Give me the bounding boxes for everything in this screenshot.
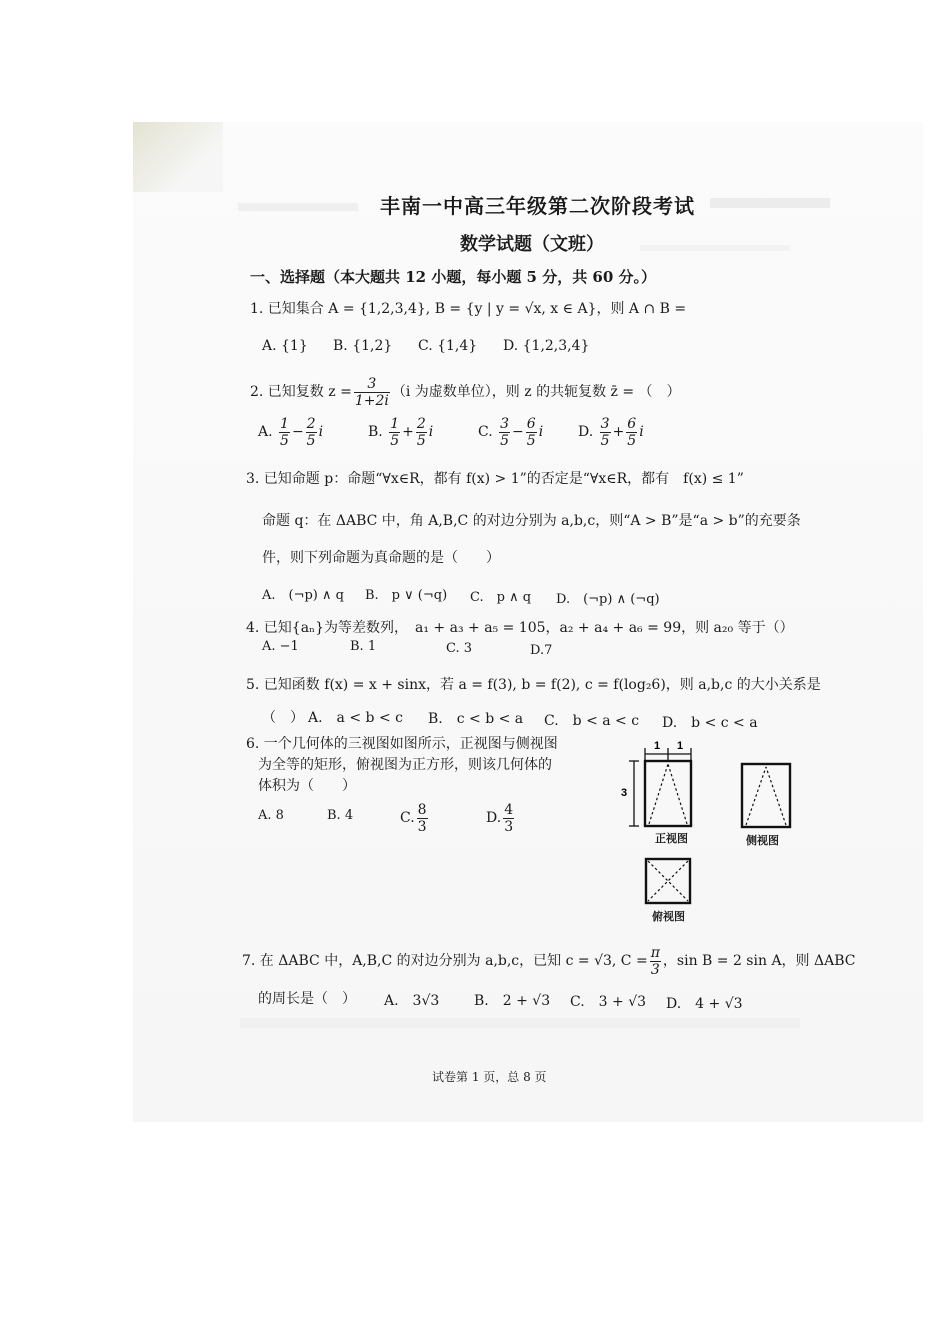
side-view-rect (742, 764, 790, 827)
question-5-stem: 5. 已知函数 f(x) = x + sinx，若 a = f(3), b = f(2), c = f(log₂6)，则 a,b,c 的大小关系是 (246, 677, 821, 693)
num: 8 (417, 801, 427, 818)
num: 3 (500, 415, 510, 432)
bleed-through-smudge (238, 203, 358, 211)
q7-option-a: A. 3√3 (384, 993, 440, 1009)
q3-option-d: D. (¬p) ∧ (¬q) (556, 592, 660, 607)
dimension-top-left: 1 (654, 740, 661, 752)
num: 4 (504, 801, 514, 818)
paper-corner-shadow (133, 122, 223, 192)
q6-option-d (486, 798, 516, 838)
imag-unit: i (318, 424, 324, 440)
question-6-line-1: 6. 一个几何体的三视图如图所示，正视图与侧视图 (246, 736, 558, 752)
page-footer: 试卷第 1 页，总 8 页 (432, 1070, 547, 1084)
operator: + (402, 424, 414, 440)
q6-d-frac (503, 802, 514, 835)
den: 5 (600, 432, 610, 449)
q6-option-c (400, 798, 430, 838)
bleed-through-smudge (640, 245, 790, 251)
q2-a-frac1 (279, 416, 290, 449)
q5-option-d: D. b < c < a (662, 715, 758, 731)
bleed-through-smudge (240, 1018, 800, 1028)
side-view-label: 侧视图 (746, 834, 779, 847)
q2-b-frac2 (416, 416, 427, 449)
question-4-stem: 4. 已知{aₙ}为等差数列， a₁ + a₃ + a₅ = 105，a₂ + a₄ + a₆ = 99，则 a₂₀ 等于（） (246, 620, 794, 636)
num: 2 (306, 415, 316, 432)
question-6-line-2: 为全等的矩形，俯视图为正方形，则该几何体的 (258, 757, 552, 773)
q2-b-frac1 (389, 416, 400, 449)
q2-frac-num: 3 (354, 376, 390, 393)
q2-frac-den: 1+2i (354, 392, 389, 409)
bleed-through-smudge (710, 198, 830, 208)
three-view-figure (618, 738, 808, 926)
question-1-stem: 1. 已知集合 A = {1,2,3,4}, B = {y | y = √x, x ∈ A}，则 A ∩ B = (250, 301, 687, 317)
question-7-line-2: 的周长是（ ） (258, 991, 356, 1007)
q2-a-label: A. (258, 424, 273, 440)
q2-option-c (478, 412, 543, 452)
operator: − (291, 424, 304, 440)
exam-subtitle: 数学试题（文班） (460, 234, 604, 255)
question-3-line-1: 3. 已知命题 p：命题“∀x∈R，都有 f(x) > 1”的否定是“∀x∈R，都有 f(x) ≤ 1” (246, 471, 744, 487)
dimension-top-right: 1 (677, 740, 684, 752)
q6-option-b: B. 4 (327, 808, 354, 823)
den: 3 (417, 818, 427, 835)
den: 5 (390, 432, 400, 449)
q3-option-c: C. p ∧ q (470, 590, 532, 605)
den: 5 (416, 432, 426, 449)
q7-option-d: D. 4 + √3 (666, 996, 743, 1012)
question-2-stem (250, 370, 681, 414)
top-view-label: 俯视图 (652, 910, 685, 923)
q2-b-label: B. (368, 424, 383, 440)
dimension-height: 3 (621, 787, 628, 799)
front-view-hidden-edge-right (668, 764, 687, 824)
q5-paren: （ ） (262, 710, 304, 726)
section-heading: 一、选择题（本大题共 12 小题，每小题 5 分，共 60 分。） (250, 268, 657, 286)
q6-d-label: D. (486, 810, 502, 826)
side-view-hidden-edge-right (766, 767, 786, 825)
q6-c-label: C. (400, 810, 415, 826)
front-view-rect (645, 761, 691, 826)
q2-stem-pre: 2. 已知复数 z = (250, 384, 352, 400)
q5-option-a: A. a < b < c (308, 710, 403, 726)
q7-frac-num: π (650, 944, 660, 961)
question-7-stem (242, 940, 855, 982)
side-view-hidden-edge-left (746, 767, 766, 825)
exam-title: 丰南一中高三年级第二次阶段考试 (380, 194, 695, 218)
q2-c-frac1 (499, 416, 510, 449)
den: 5 (280, 432, 289, 449)
q7-stem-post: ，sin B = 2 sin A，则 ΔABC (662, 953, 856, 969)
q2-d-frac1 (600, 416, 611, 449)
num: 1 (280, 415, 289, 432)
q4-option-a: A. −1 (262, 639, 299, 654)
num: 6 (627, 415, 637, 432)
imag-unit: i (428, 424, 434, 440)
operator: − (512, 424, 524, 440)
den: 5 (306, 432, 316, 449)
imag-unit: i (538, 424, 544, 440)
q6-option-a: A. 8 (258, 808, 284, 823)
q2-c-frac2 (526, 416, 537, 449)
num: 1 (390, 415, 400, 432)
q2-fraction (354, 376, 390, 409)
q7-option-c: C. 3 + √3 (570, 994, 647, 1010)
operator: + (612, 424, 625, 440)
q5-option-b: B. c < b < a (428, 711, 524, 727)
q4-option-b: B. 1 (350, 639, 377, 654)
num: 2 (416, 415, 426, 432)
q1-option-c: C. {1,4} (418, 338, 478, 354)
den: 5 (627, 432, 637, 449)
q2-option-a (258, 412, 323, 452)
den: 5 (500, 432, 510, 449)
q2-d-label: D. (578, 424, 594, 440)
num: 3 (600, 415, 610, 432)
q7-option-b: B. 2 + √3 (474, 993, 551, 1009)
q5-option-c: C. b < a < c (544, 713, 640, 729)
q6-c-frac (417, 802, 428, 835)
imag-unit: i (639, 424, 644, 440)
q1-option-b: B. {1,2} (333, 338, 393, 354)
den: 5 (526, 432, 536, 449)
q4-option-d: D.7 (530, 643, 553, 658)
front-view-label: 正视图 (655, 832, 688, 845)
q2-stem-post: （i 为虚数单位），则 z 的共轭复数 z̄ = （ ） (391, 384, 681, 400)
q7-stem-pre: 7. 在 ΔABC 中，A,B,C 的对边分别为 a,b,c，已知 c = √3, C = (242, 953, 648, 969)
q2-option-d (578, 412, 644, 452)
question-6-line-3: 体积为（ ） (258, 778, 356, 794)
top-view-diagonal-2 (648, 861, 688, 901)
den: 3 (504, 818, 514, 835)
q1-option-a: A. {1} (262, 338, 308, 354)
q3-option-a: A. (¬p) ∧ q (262, 588, 344, 603)
q2-c-label: C. (478, 424, 493, 440)
q7-fraction (650, 945, 661, 978)
q2-option-b (368, 412, 433, 452)
q2-d-frac2 (626, 416, 637, 449)
q4-option-c: C. 3 (446, 641, 473, 656)
question-3-line-2: 命题 q：在 ΔABC 中，角 A,B,C 的对边分别为 a,b,c，则“A > B”是“a > b”的充要条 (262, 513, 801, 529)
top-view-diagonal-1 (648, 861, 688, 901)
q3-option-b: B. p ∨ (¬q) (365, 588, 448, 603)
q7-frac-den: 3 (650, 961, 660, 978)
front-view-hidden-edge-left (649, 764, 668, 824)
num: 6 (526, 415, 536, 432)
q2-a-frac2 (306, 416, 317, 449)
question-3-line-3: 件，则下列命题为真命题的是（ ） (262, 550, 500, 566)
q1-option-d: D. {1,2,3,4} (503, 338, 590, 354)
